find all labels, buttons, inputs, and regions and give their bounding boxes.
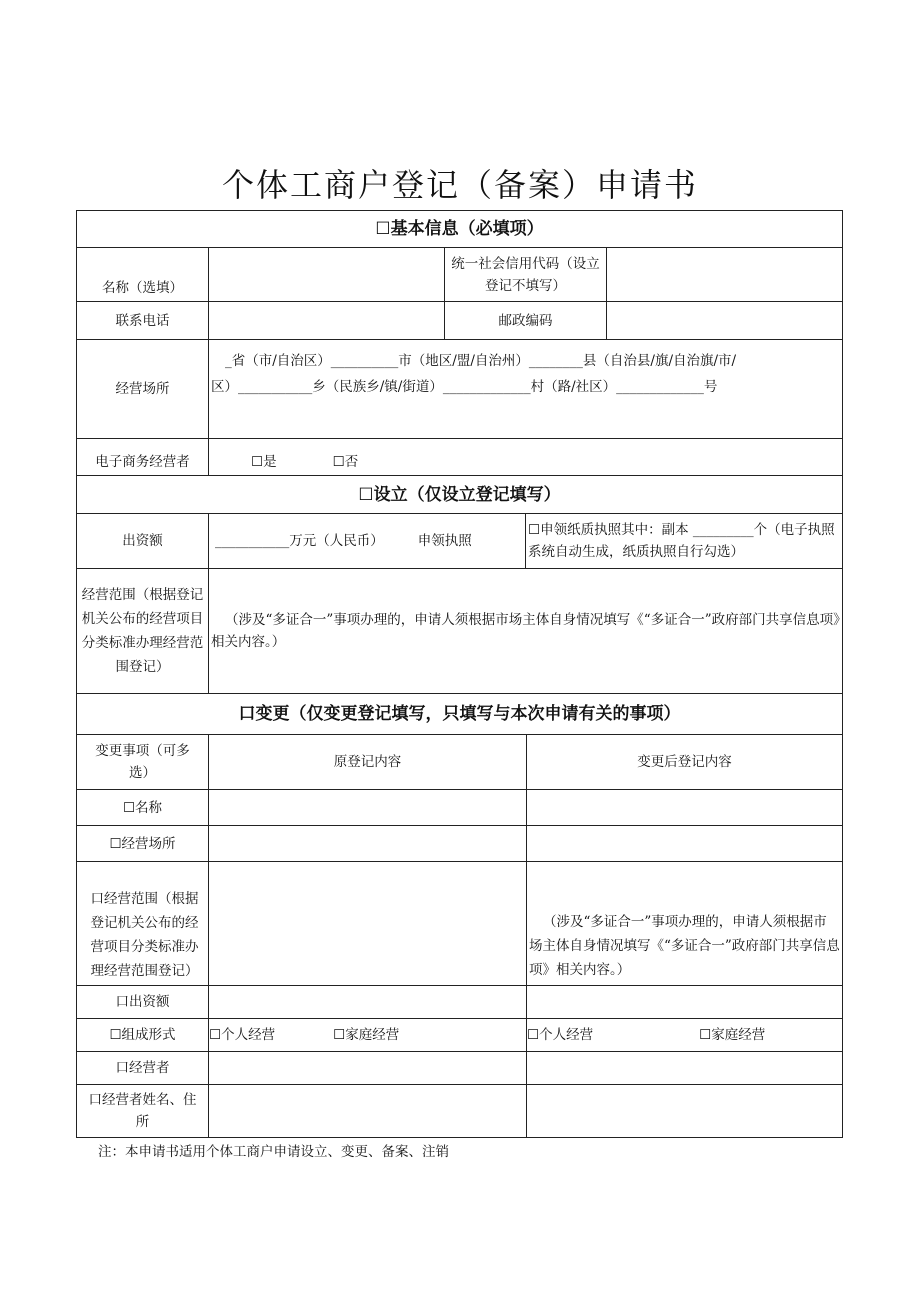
change-scope-original[interactable] xyxy=(208,861,527,986)
change-address-new[interactable] xyxy=(526,825,843,862)
address-line-2: 区）___________乡（民族乡/镇/街道）_____________村（路/社区）_____________号 xyxy=(211,379,718,395)
change-form-new xyxy=(526,1018,843,1052)
credit-code-label: 统一社会信用代码（设立登记不填写） xyxy=(444,247,607,302)
address-label: 经营场所 xyxy=(76,339,209,439)
basic-info-header[interactable]: ☐基本信息（必填项） xyxy=(76,210,843,248)
change-name-new[interactable] xyxy=(526,789,843,826)
credit-code-field[interactable] xyxy=(606,247,843,302)
capital-amount-text: ___________万元（人民币） xyxy=(215,533,384,549)
form-individual-new-checkbox[interactable]: ☐个人经营 xyxy=(527,1027,594,1043)
footnote: 注：本申请书适用个体工商户申请设立、变更、备案、注销 xyxy=(98,1144,449,1160)
scope-field[interactable] xyxy=(208,568,843,694)
address-line-1: _省（市/自治区）__________市（地区/盟/自治州）________县（自治县/旗/自治旗/市/ xyxy=(225,353,737,369)
ecommerce-yes-checkbox[interactable]: ☐是 xyxy=(251,454,277,470)
change-capital-checkbox[interactable]: 口出资额 xyxy=(76,985,209,1019)
change-operator-new[interactable] xyxy=(526,1051,843,1085)
change-address-checkbox[interactable]: ☐经营场所 xyxy=(76,825,209,862)
page-title: 个体工商户登记（备案）申请书 xyxy=(221,166,698,204)
new-content-label: 变更后登记内容 xyxy=(526,734,843,790)
scope-instruction: （涉及“多证合一”事项办理的，申请人须根据市场主体自身情况填写《“多证合一”政府部门共享信息项》相关内容。） xyxy=(211,612,840,650)
change-name-checkbox[interactable]: ☐名称 xyxy=(76,789,209,826)
capital-label: 出资额 xyxy=(76,513,209,569)
establish-header[interactable]: ☐设立（仅设立登记填写） xyxy=(76,475,843,514)
ecommerce-label: 电子商务经营者 xyxy=(76,438,209,476)
change-operator-address-original[interactable] xyxy=(208,1084,527,1138)
form-family-new-checkbox[interactable]: ☐家庭经营 xyxy=(699,1027,766,1043)
change-operator-checkbox[interactable]: 口经营者 xyxy=(76,1051,209,1085)
change-operator-address-new[interactable] xyxy=(526,1084,843,1138)
change-scope-instruction: （涉及“多证合一”事项办理的，申请人须根据市场主体自身情况填写《“多证合一”政府部门共享信息项》相关内容。） xyxy=(529,914,840,978)
original-content-label: 原登记内容 xyxy=(208,734,527,790)
name-label: 名称（选填） xyxy=(76,247,209,302)
change-header[interactable]: 口变更（仅变更登记填写，只填写与本次申请有关的事项） xyxy=(76,693,843,735)
postcode-label: 邮政编码 xyxy=(444,301,607,340)
change-name-original[interactable] xyxy=(208,789,527,826)
change-form-original xyxy=(208,1018,527,1052)
capital-field[interactable] xyxy=(208,513,526,569)
change-scope-checkbox[interactable]: 口经营范围（根据登记机关公布的经营项目分类标准办理经营范围登记） xyxy=(76,861,209,986)
ecommerce-no-checkbox[interactable]: ☐否 xyxy=(332,454,359,470)
form-family-checkbox[interactable]: ☐家庭经营 xyxy=(333,1027,400,1043)
name-field[interactable] xyxy=(208,247,445,302)
postcode-field[interactable] xyxy=(606,301,843,340)
form-individual-checkbox[interactable]: ☐个人经营 xyxy=(209,1027,276,1043)
license-label: 申领执照 xyxy=(417,533,472,549)
ecommerce-options xyxy=(208,438,843,476)
change-form-checkbox[interactable]: ☐组成形式 xyxy=(76,1018,209,1052)
address-field[interactable] xyxy=(208,339,843,439)
change-capital-original[interactable] xyxy=(208,985,527,1019)
change-capital-new[interactable] xyxy=(526,985,843,1019)
license-option[interactable]: ☐申领纸质执照其中：副本 _________个（电子执照系统自动生成，纸质执照自行勾选） xyxy=(525,513,843,569)
change-address-original[interactable] xyxy=(208,825,527,862)
phone-field[interactable] xyxy=(208,301,445,340)
change-item-label: 变更事项（可多选） xyxy=(76,734,209,790)
change-operator-address-checkbox[interactable]: 口经营者姓名、住所 xyxy=(76,1084,209,1138)
scope-label: 经营范围（根据登记机关公布的经营项目分类标准办理经营范围登记） xyxy=(76,568,209,694)
change-scope-new[interactable] xyxy=(526,861,843,986)
application-form xyxy=(76,210,843,1138)
change-operator-original[interactable] xyxy=(208,1051,527,1085)
phone-label: 联系电话 xyxy=(76,301,209,340)
